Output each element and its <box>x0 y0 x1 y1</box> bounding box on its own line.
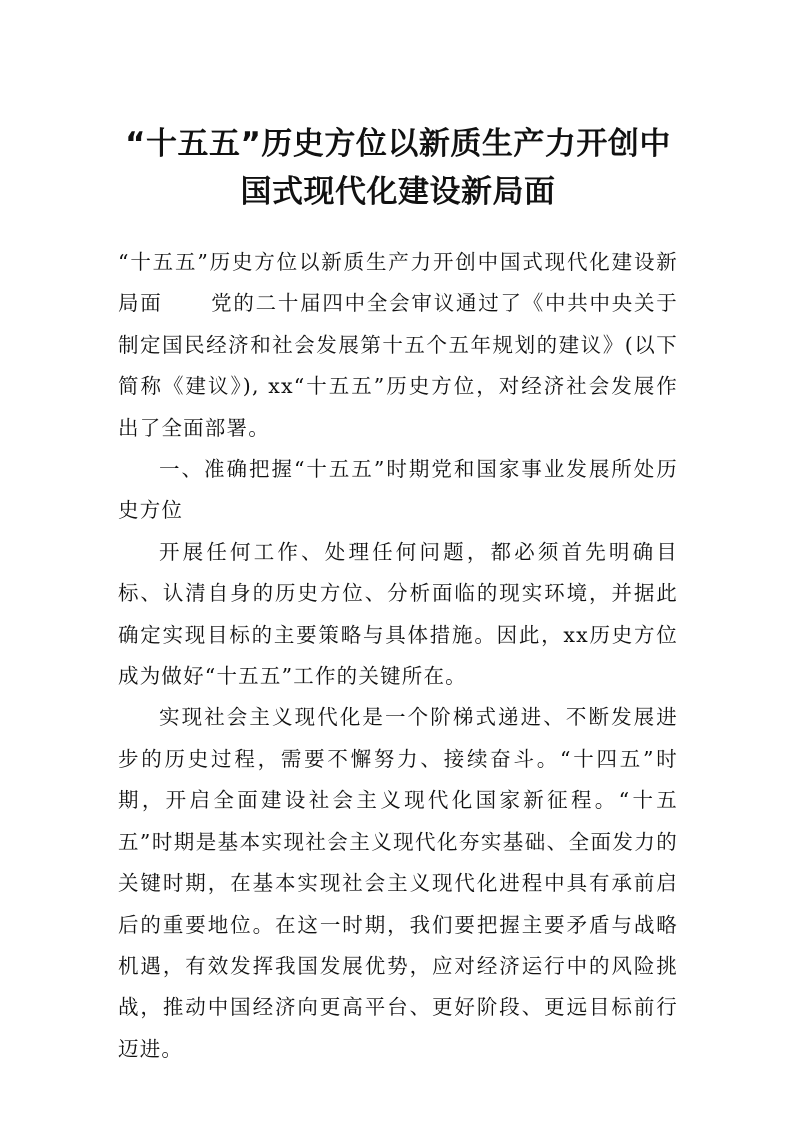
document-body <box>118 242 678 1070</box>
body-paragraph: 实现社会主义现代化是一个阶梯式递进、不断发展进步的历史过程，需要不懈努力、接续奋斗。“十四五”时期，开启全面建设社会主义现代化国家新征程。“十五五”时期是基本实现社会主义现代化夯实基础、全面发力的关键时期，在基本实现社会主义现代化进程中具有承前启后的重要地位。在这一时期，我们要把握主要矛盾与战略机遇，有效发挥我国发展优势，应对经济运行中的风险挑战，推动中国经济向更高平台、更好阶段、更远目标前行迈进。 <box>118 705 678 1061</box>
intro-text: 党的二十届四中全会审议通过了《中共中央关于制定国民经济和社会发展第十五个五年规划的建议》(以下简称《建议》), xx“十五五”历史方位，对经济社会发展作出了全面部署。 <box>118 291 678 440</box>
body-paragraph: 开展任何工作、处理任何问题，都必须首先明确目标、认清自身的历史方位、分析面临的现实环境，并据此确定实现目标的主要策略与具体措施。因此，xx历史方位成为做好“十五五”工作的关键所在。 <box>118 539 678 689</box>
document-title: “十五五”历史方位以新质生产力开创中国式现代化建设新局面 <box>125 126 671 210</box>
section-heading: 一、准确把握“十五五”时期党和国家事业发展所处历史方位 <box>118 457 678 523</box>
intro-paragraph <box>118 242 678 449</box>
intro-lead: “十五五”历史方位以新质生产力开创中国式现代化建设新局面 <box>118 250 678 316</box>
